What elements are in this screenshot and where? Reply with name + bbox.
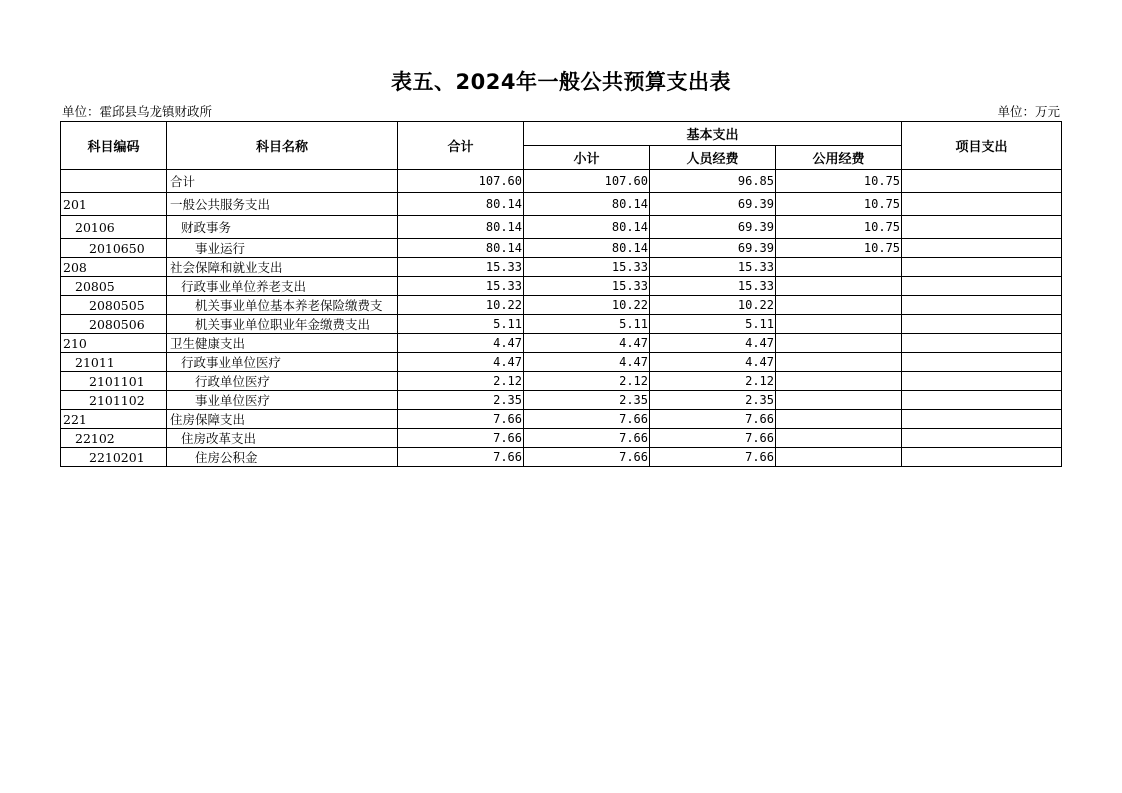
organization-unit: 单位：霍邱县乌龙镇财政所 — [62, 104, 213, 119]
row-name: 一般公共服务支出 — [167, 193, 398, 216]
row-personnel: 2.35 — [650, 391, 776, 410]
row-subtotal: 15.33 — [524, 258, 650, 277]
row-project — [902, 296, 1062, 315]
table-row — [61, 353, 1062, 372]
row-subtotal: 4.47 — [524, 353, 650, 372]
row-name: 行政单位医疗 — [167, 372, 398, 391]
row-code: 20805 — [61, 277, 167, 296]
row-subtotal: 2.35 — [524, 391, 650, 410]
row-personnel: 96.85 — [650, 170, 776, 193]
header-code: 科目编码 — [61, 122, 167, 170]
row-public — [776, 277, 902, 296]
row-total: 7.66 — [398, 410, 524, 429]
row-code: 221 — [61, 410, 167, 429]
row-public — [776, 372, 902, 391]
header-project-expenditure: 项目支出 — [902, 122, 1062, 170]
header-public: 公用经费 — [776, 146, 902, 170]
row-name: 机关事业单位基本养老保险缴费支 — [167, 296, 398, 315]
row-project — [902, 353, 1062, 372]
row-public: 10.75 — [776, 193, 902, 216]
row-public — [776, 334, 902, 353]
row-public: 10.75 — [776, 216, 902, 239]
table-row — [61, 429, 1062, 448]
table-row — [61, 258, 1062, 277]
row-name: 住房改革支出 — [167, 429, 398, 448]
table-row — [61, 296, 1062, 315]
row-name: 社会保障和就业支出 — [167, 258, 398, 277]
table-row — [61, 334, 1062, 353]
row-total: 2.35 — [398, 391, 524, 410]
row-personnel: 15.33 — [650, 277, 776, 296]
row-subtotal: 107.60 — [524, 170, 650, 193]
row-total: 80.14 — [398, 193, 524, 216]
row-project — [902, 277, 1062, 296]
table-row — [61, 391, 1062, 410]
row-code: 21011 — [61, 353, 167, 372]
row-subtotal: 7.66 — [524, 410, 650, 429]
table-row — [61, 170, 1062, 193]
row-subtotal: 7.66 — [524, 448, 650, 467]
row-subtotal: 5.11 — [524, 315, 650, 334]
row-public: 10.75 — [776, 239, 902, 258]
table-row — [61, 239, 1062, 258]
row-total: 107.60 — [398, 170, 524, 193]
header-total: 合计 — [398, 122, 524, 170]
row-name: 机关事业单位职业年金缴费支出 — [167, 315, 398, 334]
row-subtotal: 80.14 — [524, 239, 650, 258]
row-total: 80.14 — [398, 239, 524, 258]
row-personnel: 4.47 — [650, 353, 776, 372]
row-code: 20106 — [61, 216, 167, 239]
header-personnel: 人员经费 — [650, 146, 776, 170]
row-code: 2080505 — [61, 296, 167, 315]
row-personnel: 7.66 — [650, 429, 776, 448]
table-body — [61, 170, 1062, 467]
currency-unit: 单位：万元 — [997, 104, 1060, 119]
budget-expenditure-table — [60, 121, 1062, 467]
row-project — [902, 170, 1062, 193]
row-name: 财政事务 — [167, 216, 398, 239]
row-name: 住房保障支出 — [167, 410, 398, 429]
row-public — [776, 353, 902, 372]
row-project — [902, 410, 1062, 429]
row-name: 行政事业单位医疗 — [167, 353, 398, 372]
row-subtotal: 7.66 — [524, 429, 650, 448]
row-name: 住房公积金 — [167, 448, 398, 467]
row-total: 7.66 — [398, 429, 524, 448]
row-personnel: 69.39 — [650, 193, 776, 216]
row-public — [776, 296, 902, 315]
document-title: 表五、2024年一般公共预算支出表 — [391, 70, 731, 94]
row-subtotal: 4.47 — [524, 334, 650, 353]
row-personnel: 10.22 — [650, 296, 776, 315]
row-project — [902, 258, 1062, 277]
row-public — [776, 410, 902, 429]
row-personnel: 4.47 — [650, 334, 776, 353]
row-total: 7.66 — [398, 448, 524, 467]
row-total: 15.33 — [398, 277, 524, 296]
row-code: 2010650 — [61, 239, 167, 258]
row-subtotal: 80.14 — [524, 216, 650, 239]
row-code: 201 — [61, 193, 167, 216]
row-name: 行政事业单位养老支出 — [167, 277, 398, 296]
row-personnel: 15.33 — [650, 258, 776, 277]
row-code: 2210201 — [61, 448, 167, 467]
row-subtotal: 80.14 — [524, 193, 650, 216]
row-name: 合计 — [167, 170, 398, 193]
row-total: 2.12 — [398, 372, 524, 391]
row-subtotal: 15.33 — [524, 277, 650, 296]
row-total: 5.11 — [398, 315, 524, 334]
row-public — [776, 315, 902, 334]
table-row — [61, 410, 1062, 429]
header-subtotal: 小计 — [524, 146, 650, 170]
row-project — [902, 429, 1062, 448]
row-project — [902, 334, 1062, 353]
row-code: 210 — [61, 334, 167, 353]
table-row — [61, 216, 1062, 239]
row-subtotal: 2.12 — [524, 372, 650, 391]
row-name: 卫生健康支出 — [167, 334, 398, 353]
row-project — [902, 391, 1062, 410]
row-project — [902, 193, 1062, 216]
row-project — [902, 315, 1062, 334]
row-project — [902, 216, 1062, 239]
table-row — [61, 372, 1062, 391]
row-personnel: 5.11 — [650, 315, 776, 334]
row-project — [902, 239, 1062, 258]
row-name: 事业运行 — [167, 239, 398, 258]
row-personnel: 7.66 — [650, 410, 776, 429]
row-project — [902, 372, 1062, 391]
row-public — [776, 391, 902, 410]
header-name: 科目名称 — [167, 122, 398, 170]
table-row — [61, 315, 1062, 334]
row-personnel: 7.66 — [650, 448, 776, 467]
row-personnel: 69.39 — [650, 239, 776, 258]
row-public: 10.75 — [776, 170, 902, 193]
row-total: 15.33 — [398, 258, 524, 277]
row-total: 10.22 — [398, 296, 524, 315]
row-public — [776, 429, 902, 448]
row-code: 208 — [61, 258, 167, 277]
table-row — [61, 448, 1062, 467]
row-total: 80.14 — [398, 216, 524, 239]
row-public — [776, 258, 902, 277]
row-personnel: 69.39 — [650, 216, 776, 239]
row-name: 事业单位医疗 — [167, 391, 398, 410]
row-personnel: 2.12 — [650, 372, 776, 391]
row-code: 2080506 — [61, 315, 167, 334]
table-row — [61, 277, 1062, 296]
row-public — [776, 448, 902, 467]
row-project — [902, 448, 1062, 467]
header-basic-expenditure: 基本支出 — [524, 122, 902, 146]
row-code: 22102 — [61, 429, 167, 448]
row-code: 2101101 — [61, 372, 167, 391]
row-code: 2101102 — [61, 391, 167, 410]
row-subtotal: 10.22 — [524, 296, 650, 315]
row-total: 4.47 — [398, 334, 524, 353]
row-code — [61, 170, 167, 193]
table-row — [61, 193, 1062, 216]
row-total: 4.47 — [398, 353, 524, 372]
